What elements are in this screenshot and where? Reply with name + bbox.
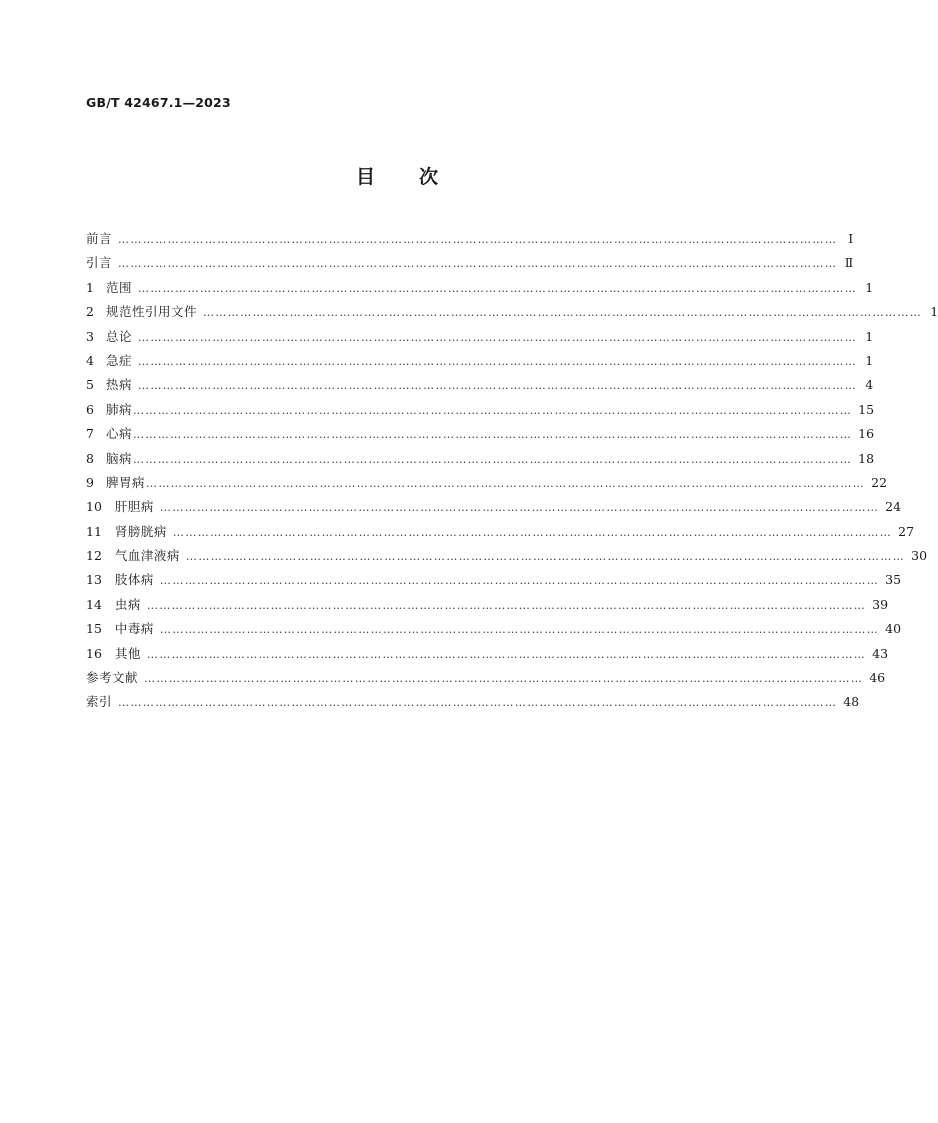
toc-entry-label: 脾胃病 [105,474,145,490]
toc-entry-16[interactable] [86,642,889,666]
toc-entry-number: 12 [86,548,102,564]
toc-leader-dots: ………………………………………………………………………………………………………………………………………………………… [132,428,853,442]
toc-leader-dots: ………………………………………………………………………………………………………………………………………………………… [146,647,867,661]
toc-page-number: 43 [872,645,889,661]
toc-page-number: 18 [858,450,875,466]
toc-entry-number: 2 [86,304,94,320]
toc-leader-dots: ………………………………………………………………………………………………………………………………………………………… [159,501,880,515]
toc-entry-number: 16 [86,645,102,661]
toc-page-number: 24 [885,499,902,515]
toc-leader-dots: ………………………………………………………………………………………………………………………………………………………… [137,281,858,295]
toc-leader-dots: ………………………………………………………………………………………………………………………………………………………… [118,233,838,246]
toc-entry-bibliography[interactable] [86,666,886,690]
toc-page-number: 1 [865,328,874,344]
toc-entry-label: 规范性引用文件 [105,304,197,320]
toc-entry-number: 13 [86,572,102,588]
toc-page-number: 1 [930,304,938,320]
toc-entry-label: 中毒病 [114,621,154,637]
toc-title-char-1: 目 [355,166,375,188]
toc-page-number: 48 [843,694,860,710]
toc-entry-index[interactable] [86,690,860,714]
toc-entry-7[interactable] [86,422,875,446]
toc-entry-foreword[interactable] [86,227,854,251]
toc-page-number: 39 [872,596,889,612]
toc-entry-label: 总论 [105,328,132,344]
toc-leader-dots: ………………………………………………………………………………………………………………………………………………………… [132,452,853,466]
toc-entry-number: 4 [86,352,94,368]
toc-entry-11[interactable] [86,520,915,544]
toc-entry-number: 14 [86,596,102,612]
toc-entry-12[interactable] [86,544,928,568]
toc-title-char-2: 次 [419,166,439,188]
toc-entry-label: 索引 [86,694,113,710]
toc-entry-9[interactable] [86,471,888,495]
toc-entry-label: 心病 [105,426,132,442]
toc-entry-label: 肝胆病 [114,499,154,515]
toc-entry-number: 9 [86,474,94,490]
toc-entry-label: 参考文献 [86,670,139,686]
toc-entry-label: 引言 [86,255,113,271]
toc-entry-label: 前言 [86,231,113,246]
toc-entry-1[interactable] [86,276,874,300]
toc-entry-label: 肺病 [105,401,132,417]
toc-entry-label: 急症 [105,352,132,368]
toc-entry-label: 气血津液病 [114,548,180,564]
toc-entry-number: 5 [86,377,94,393]
toc-leader-dots: ………………………………………………………………………………………………………………………………………………………… [146,598,867,612]
toc-entry-13[interactable] [86,568,902,592]
toc-title [0,162,794,189]
toc-leader-dots: ………………………………………………………………………………………………………………………………………………………… [159,574,880,588]
toc-page-number: 16 [858,426,875,442]
toc-page-number: 4 [865,377,874,393]
toc-page-number: 1 [865,279,874,295]
toc-leader-dots: ………………………………………………………………………………………………………………………………………………………… [137,379,858,393]
toc-page-number: 27 [898,523,915,539]
toc-leader-dots: ………………………………………………………………………………………………………………………………………………………… [185,550,906,564]
toc-entry-number: 11 [86,523,102,539]
toc-entry-15[interactable] [86,617,902,641]
toc-page-number: 35 [885,572,902,588]
toc-leader-dots: ………………………………………………………………………………………………………………………………………………………… [144,672,864,686]
toc-entry-10[interactable] [86,495,902,519]
toc-entry-label: 热病 [105,377,132,393]
standard-code: GB/T 42467.1—2023 [86,95,231,110]
toc-leader-dots: ………………………………………………………………………………………………………………………………………………………… [202,306,923,320]
toc-page-number: 22 [871,474,888,490]
toc-page-number: 15 [858,401,875,417]
toc-page-number: Ⅰ [848,231,854,246]
toc-leader-dots: ………………………………………………………………………………………………………………………………………………………… [172,525,893,539]
toc-leader-dots: ………………………………………………………………………………………………………………………………………………………… [132,403,853,417]
toc-entry-label: 肢体病 [114,572,154,588]
toc-entry-3[interactable] [86,325,874,349]
toc-leader-dots: ………………………………………………………………………………………………………………………………………………………… [145,476,866,490]
toc-entry-number: 8 [86,450,94,466]
toc-leader-dots: ………………………………………………………………………………………………………………………………………………………… [118,257,838,271]
toc-entry-number: 1 [86,279,94,295]
toc-entry-introduction[interactable] [86,251,854,275]
toc-leader-dots: ………………………………………………………………………………………………………………………………………………………… [118,696,838,710]
table-of-contents [86,227,938,715]
toc-entry-label: 肾膀胱病 [114,523,167,539]
toc-page-number: 30 [911,548,928,564]
toc-entry-4[interactable] [86,349,874,373]
toc-entry-5[interactable] [86,373,874,397]
toc-leader-dots: ………………………………………………………………………………………………………………………………………………………… [137,330,858,344]
toc-entry-2[interactable] [86,300,938,324]
toc-entry-number: 15 [86,621,102,637]
toc-page-number: 46 [869,670,886,686]
toc-leader-dots: ………………………………………………………………………………………………………………………………………………………… [137,354,858,368]
toc-entry-8[interactable] [86,447,875,471]
toc-entry-label: 其他 [114,645,141,661]
toc-entry-number: 3 [86,328,94,344]
toc-page-number: Ⅱ [844,255,854,271]
toc-entry-number: 10 [86,499,102,515]
toc-page-number: 40 [885,621,902,637]
toc-entry-label: 脑病 [105,450,132,466]
toc-entry-number: 6 [86,401,94,417]
toc-entry-14[interactable] [86,593,889,617]
toc-entry-label: 虫病 [114,596,141,612]
toc-leader-dots: ………………………………………………………………………………………………………………………………………………………… [159,623,880,637]
toc-page-number: 1 [865,352,874,368]
toc-entry-number: 7 [86,426,94,442]
toc-entry-label: 范围 [105,279,132,295]
toc-entry-6[interactable] [86,398,875,422]
